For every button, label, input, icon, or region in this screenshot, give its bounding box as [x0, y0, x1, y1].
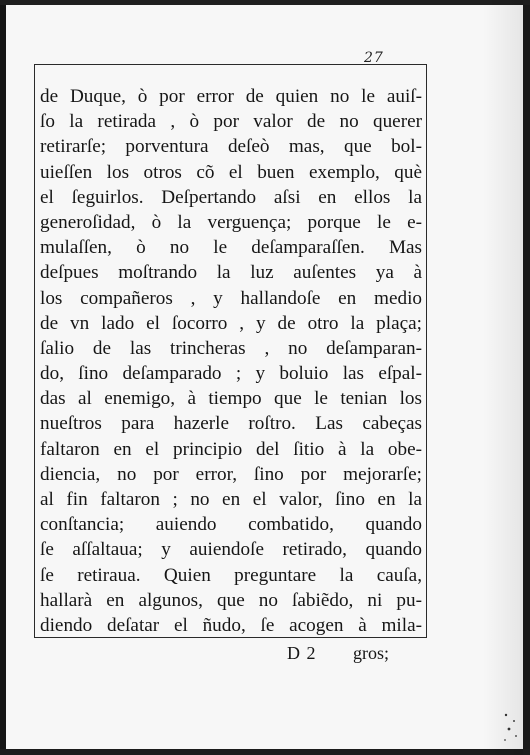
text-line: generoſidad, ò la verguença; porque le e- [40, 211, 422, 233]
text-line: de Duque, ò por error de quien no le auiſ- [40, 86, 422, 107]
text-line: das al enemigo, à tiempo que le tenian los [40, 388, 422, 410]
text-line: deſpues moſtrando la luz auſentes ya à [40, 262, 422, 284]
text-line: ſo la retirada , ò por valor de no querer [40, 111, 422, 133]
text-line: hallarà en algunos, que no ſabiẽdo, ni pu- [40, 589, 422, 611]
text-line: al fin faltaron ; no en el valor, ſino en la [40, 489, 422, 510]
text-line: ſe aſſaltaua; y auiendoſe retirado, quando [40, 539, 422, 561]
text-line: nueſtros para hazerle roſtro. Las cabeças [40, 413, 422, 435]
text-line: conſtancia; auiendo combatido, quando [40, 514, 422, 536]
text-line: diendo deſatar el ñudo, ſe acogen à mila- [40, 614, 422, 636]
scan-specks [500, 709, 522, 745]
text-line: ſe retiraua. Quien preguntare la cauſa, [40, 564, 422, 586]
text-line: faltaron en el principio del ſitio à la obe- [40, 438, 422, 460]
text-line: retirarſe; porventura deſeò mas, que bol- [40, 136, 422, 158]
text-line: diencia, no por error, ſino por mejorarſe; [40, 463, 422, 485]
text-line: los compañeros , y hallandoſe en medio [40, 287, 422, 309]
text-line: de vn lado el ſocorro , y de otro la plaça; [40, 312, 422, 334]
text-line: mulaſſen, ò no le deſamparaſſen. Mas [40, 237, 422, 259]
body-text [40, 84, 422, 638]
text-line: ſalio de las trincheras , no deſamparan- [40, 337, 422, 359]
scan-edge-left [0, 0, 6, 755]
text-line: do, ſino deſamparado ; y boluio las eſpal- [40, 363, 422, 385]
page-number: 27 [364, 50, 384, 66]
text-line: uieſſen los otros cõ el buen exemplo, què [40, 161, 422, 183]
scan-edge-bottom [0, 749, 530, 755]
signature-mark: D 2 [287, 643, 317, 663]
scan-edge-top [0, 0, 530, 5]
text-line: el ſeguirlos. Deſpertando aſsi en ellos la [40, 186, 422, 208]
catchword: gros; [353, 643, 389, 663]
page-gutter-shade [483, 0, 523, 755]
scan-edge-right [523, 0, 530, 755]
